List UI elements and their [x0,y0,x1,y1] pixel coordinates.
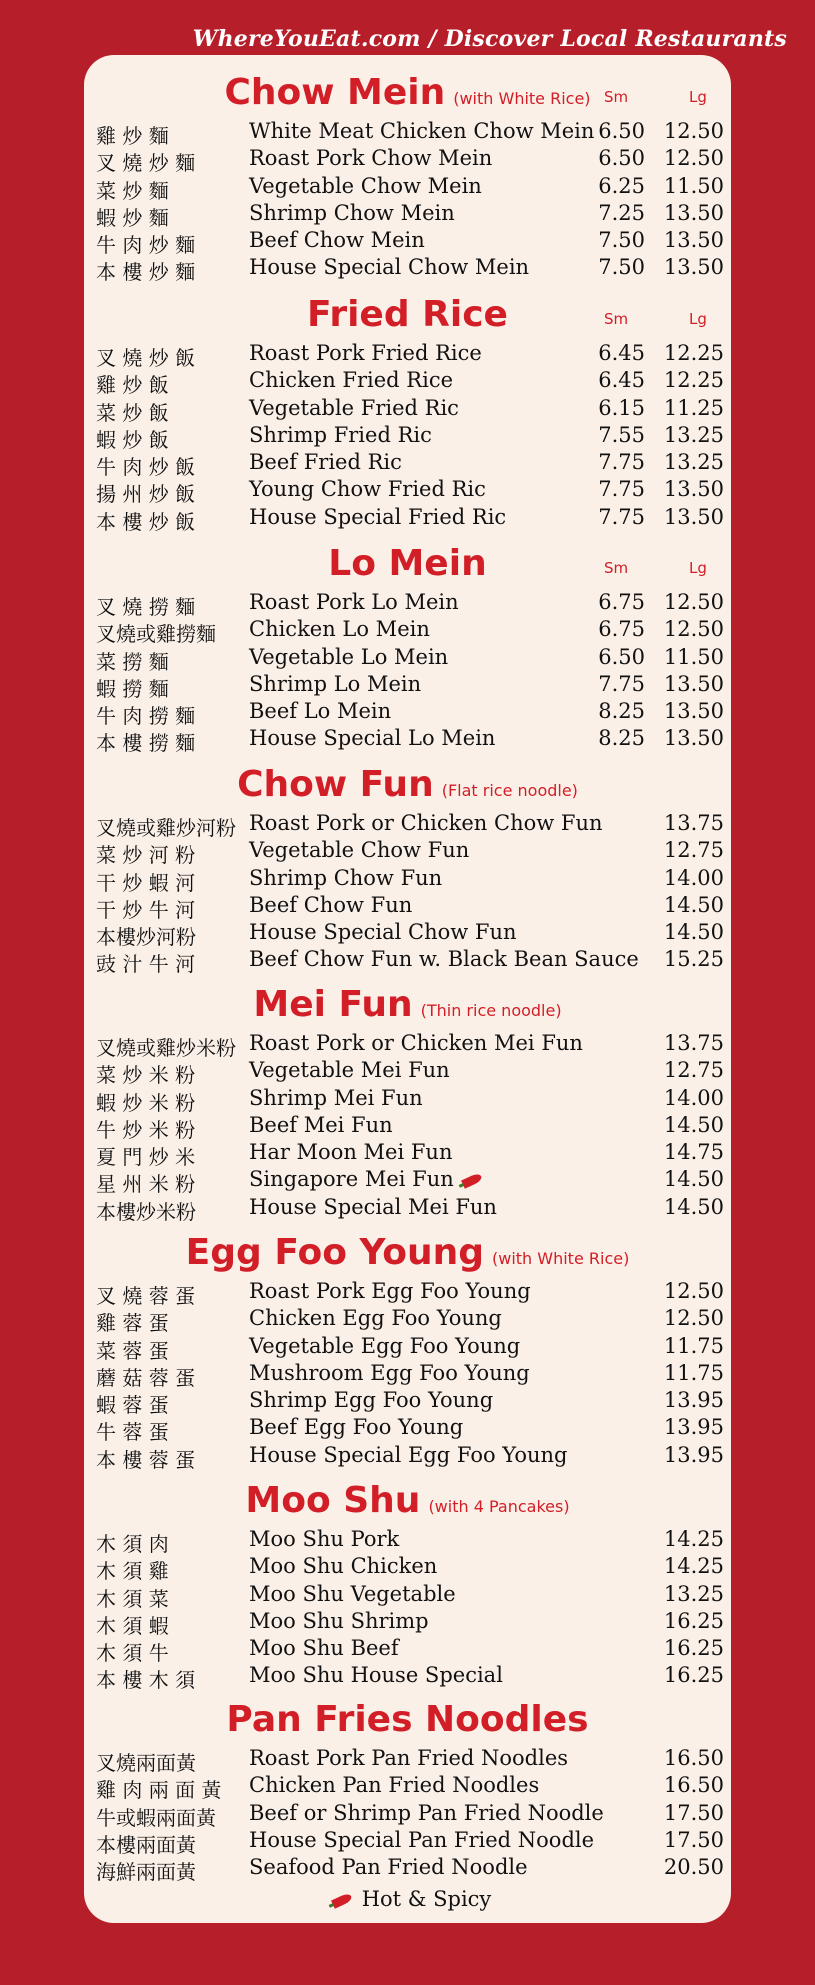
section-header [84,1228,731,1278]
item-chinese-name: 叉 燒 炒 麵 [96,151,196,176]
item-chinese-name: 牛 肉 撈 麵 [96,704,196,729]
item-chinese-name: 叉燒或雞撈麵 [96,622,216,647]
item-chinese-name: 揚 州 炒 飯 [96,482,196,507]
item-name: Shrimp Fried Ric [249,422,432,447]
item-name: Moo Shu House Special [249,1663,503,1688]
item-name: Beef Egg Foo Young [249,1415,464,1440]
menu-panel [84,55,731,1923]
menu-item [84,145,731,176]
site-header [0,0,815,55]
item-name: Chicken Egg Foo Young [249,1306,502,1331]
item-price: 14.00 [663,865,724,890]
item-price-small: 7.75 [598,477,645,502]
item-chinese-name: 蝦 炒 米 粉 [96,1090,196,1115]
item-price: 14.50 [663,892,724,917]
item-name: White Meat Chicken Chow Mein [249,119,595,143]
item-price-small: 6.15 [598,395,645,420]
item-chinese-name: 星 州 米 粉 [96,1172,196,1197]
col-header-large: Lg [689,310,707,328]
menu-item [84,449,731,480]
menu-item [84,1772,731,1803]
menu-item [84,1827,731,1857]
section-note: (Thin rice noodle) [420,1001,562,1020]
item-chinese-name: 木 須 牛 [96,1641,169,1666]
section-chow-fun [84,760,731,977]
item-price: 12.75 [663,1058,724,1083]
item-chinese-name: 蝦 炒 麵 [96,205,169,230]
item-chinese-name: 豉 汁 牛 河 [96,952,196,977]
item-name: Vegetable Chow Mein [249,173,482,198]
item-price-large: 12.25 [663,368,724,393]
menu-item [84,227,731,258]
item-name: Vegetable Egg Foo Young [249,1333,521,1358]
item-chinese-name: 叉燒或雞炒河粉 [96,816,236,840]
item-chinese-name: 牛 肉 炒 麵 [96,233,196,258]
menu-item [84,1166,731,1197]
section-title-text: Moo Shu [245,1480,421,1521]
item-price: 13.75 [663,811,724,835]
item-chinese-name: 菜 炒 河 粉 [96,843,196,868]
item-chinese-name: 木 須 肉 [96,1532,169,1556]
item-chinese-name: 木 須 蝦 [96,1613,169,1638]
section-header [84,68,731,118]
item-price-small: 6.50 [598,644,645,669]
item-name: Shrimp Egg Foo Young [249,1388,494,1413]
item-chinese-name: 菜 炒 米 粉 [96,1063,196,1088]
item-price-small: 6.50 [598,146,645,171]
item-price-small: 7.75 [598,450,645,475]
col-header-small: Sm [604,310,629,328]
item-name: Beef Chow Fun [249,892,413,917]
col-header-large: Lg [689,88,707,106]
item-chinese-name: 菜 炒 麵 [96,178,169,203]
menu-item [84,254,731,285]
item-name [249,1167,482,1191]
section-note: (with White Rice) [492,1249,630,1268]
item-name: Roast Pork Lo Mein [249,590,459,614]
item-price-large: 13.50 [663,477,724,502]
item-price-large: 13.50 [663,228,724,253]
section-title [84,1480,731,1521]
menu-item [84,1608,731,1638]
item-chinese-name: 牛 炒 米 粉 [96,1117,196,1142]
item-chinese-name: 夏 門 炒 米 [96,1145,196,1170]
item-price: 12.50 [663,1279,724,1303]
item-price: 16.50 [663,1773,724,1798]
item-price: 20.50 [663,1855,724,1880]
menu-item [84,616,731,647]
item-price: 14.50 [663,1167,724,1192]
item-name: House Special Chow Mein [249,255,530,280]
item-name: Seafood Pan Fried Noodle [249,1855,528,1880]
item-price: 16.25 [663,1663,724,1688]
item-price-small: 6.75 [598,590,645,614]
col-header-small: Sm [604,559,629,577]
item-name: Roast Pork or Chicken Chow Fun [249,811,603,835]
item-chinese-name: 干 炒 蝦 河 [96,870,196,895]
item-name: Young Chow Fried Ric [249,477,486,502]
item-name: Roast Pork Pan Fried Noodles [249,1746,569,1770]
section-header [84,980,731,1030]
item-price: 13.95 [663,1415,724,1440]
menu-item [84,1057,731,1088]
item-chinese-name: 牛 肉 炒 飯 [96,455,196,480]
item-price-large: 13.25 [663,450,724,475]
item-name: Shrimp Chow Fun [249,865,443,890]
menu-item [84,340,731,370]
menu-item [84,1854,731,1885]
menu-item [84,504,731,534]
menu-item [84,865,731,895]
item-price-small: 6.45 [598,341,645,365]
menu-item [84,1112,731,1142]
item-name: Vegetable Chow Fun [249,838,470,863]
item-chinese-name: 本樓炒米粉 [96,1199,196,1224]
item-price-large: 12.50 [663,590,724,614]
menu-item [84,810,731,840]
item-name: Shrimp Chow Mein [249,200,455,225]
section-header [84,539,731,589]
menu-item [84,395,731,425]
item-price: 17.50 [663,1827,724,1852]
item-name: Moo Shu Shrimp [249,1608,429,1633]
item-price: 16.25 [663,1608,724,1633]
item-price: 13.25 [663,1581,724,1606]
item-chinese-name: 雞 肉 兩 面 黃 [96,1778,222,1803]
section-title-text: Mei Fun [253,984,413,1025]
item-name: Shrimp Lo Mein [249,671,422,696]
item-name: Moo Shu Pork [249,1527,400,1551]
item-price-small: 8.25 [598,726,645,751]
menu-item [84,919,731,950]
item-chinese-name: 雞 炒 麵 [96,124,169,148]
menu-item [84,698,731,729]
section-egg-foo-young [84,1228,731,1472]
site-title[interactable]: WhereYouEat.com / Discover Local Restaurants [192,26,787,52]
item-price-large: 13.50 [663,504,724,529]
item-price-small: 7.75 [598,504,645,529]
item-chinese-name: 牛或蝦兩面黃 [96,1805,216,1830]
item-price: 15.25 [663,947,724,972]
menu-item [84,1085,731,1115]
item-price-large: 11.50 [663,173,724,198]
item-name: Roast Pork or Chicken Mei Fun [249,1031,583,1055]
section-moo-shu [84,1476,731,1693]
section-chow-mein [84,68,731,285]
item-chinese-name: 牛 蓉 蛋 [96,1420,169,1445]
item-price-small: 6.50 [598,119,645,143]
section-fried-rice [84,290,731,534]
item-price-large: 11.25 [663,395,724,420]
menu-item [84,1526,731,1556]
item-name: Beef or Shrimp Pan Fried Noodle [249,1800,604,1825]
menu-item [84,1139,731,1170]
item-price-large: 12.50 [663,146,724,171]
item-name: Chicken Pan Fried Noodles [249,1773,540,1798]
section-header [84,290,731,340]
section-note: (Flat rice noodle) [441,781,578,800]
item-name: Roast Pork Chow Mein [249,146,493,171]
item-price-small: 7.50 [598,255,645,280]
item-price-large: 13.25 [663,422,724,447]
menu-item [84,1635,731,1666]
item-price: 17.50 [663,1800,724,1825]
item-chinese-name: 海鮮兩面黃 [96,1860,196,1885]
item-name: House Special Mei Fun [249,1194,497,1219]
section-title [84,1232,731,1273]
item-name: Chicken Lo Mein [249,617,430,642]
menu-item [84,367,731,398]
item-price-large: 12.50 [663,119,724,143]
item-chinese-name: 叉 燒 撈 麵 [96,595,196,619]
item-name: Moo Shu Beef [249,1636,399,1661]
item-name: Beef Lo Mein [249,699,392,724]
section-title-text: Egg Foo Young [185,1232,484,1273]
item-chinese-name: 蝦 撈 麵 [96,676,169,701]
item-price: 14.50 [663,920,724,945]
item-price-large: 13.50 [663,200,724,225]
item-price-small: 7.55 [598,422,645,447]
section-note: (with White Rice) [453,89,591,108]
menu-item [84,1800,731,1830]
item-price: 14.50 [663,1194,724,1219]
menu-item [84,1194,731,1224]
item-price: 14.75 [663,1140,724,1165]
item-price: 14.25 [663,1554,724,1579]
item-name: Vegetable Mei Fun [249,1058,450,1083]
item-chinese-name: 雞 蓉 蛋 [96,1311,169,1336]
item-name: House Special Chow Fun [249,920,517,945]
item-price-small: 6.45 [598,368,645,393]
menu-item [84,173,731,203]
menu-item [84,1414,731,1445]
item-price: 12.50 [663,1306,724,1331]
item-name: Vegetable Lo Mein [249,644,449,669]
section-title [84,984,731,1025]
item-chinese-name: 本 樓 蓉 蛋 [96,1447,196,1472]
item-price: 16.50 [663,1746,724,1770]
item-chinese-name: 菜 撈 麵 [96,649,169,674]
col-header-small: Sm [604,88,629,106]
item-name: House Special Pan Fried Noodle [249,1827,595,1852]
item-chinese-name: 本 樓 炒 麵 [96,260,196,285]
item-chinese-name: 本樓炒河粉 [96,925,196,950]
item-price-large: 13.50 [663,726,724,751]
item-price: 11.75 [663,1360,724,1385]
item-chinese-name: 叉燒兩面黃 [96,1751,196,1775]
menu-item [84,1387,731,1418]
item-price: 14.50 [663,1112,724,1137]
item-name: House Special Egg Foo Young [249,1442,568,1467]
item-chinese-name: 叉燒或雞炒米粉 [96,1036,236,1060]
item-name: Beef Chow Fun w. Black Bean Sauce [249,947,639,972]
item-price-small: 8.25 [598,699,645,724]
section-title [84,72,731,113]
item-name: Moo Shu Chicken [249,1554,438,1579]
section-title-text: Chow Mein [224,72,446,113]
item-name: Roast Pork Fried Rice [249,341,482,365]
menu-item [84,644,731,674]
item-price: 12.75 [663,838,724,863]
item-chinese-name: 本 樓 撈 麵 [96,731,196,756]
item-name: House Special Lo Mein [249,726,496,751]
section-title [84,764,731,805]
menu-item [84,1333,731,1363]
item-name: Beef Fried Ric [249,450,402,475]
menu-item [84,1662,731,1693]
item-chinese-name: 菜 炒 飯 [96,400,169,425]
item-price-large: 12.25 [663,341,724,365]
item-name: Vegetable Fried Ric [249,395,459,420]
item-price: 13.95 [663,1442,724,1467]
item-name: Har Moon Mei Fun [249,1140,453,1165]
item-price-large: 13.50 [663,255,724,280]
menu-item [84,1030,731,1060]
menu-item [84,837,731,868]
item-chinese-name: 本 樓 木 須 [96,1668,196,1693]
item-name: Mushroom Egg Foo Young [249,1360,530,1385]
section-header [84,1695,731,1745]
item-chinese-name: 木 須 菜 [96,1586,169,1611]
item-price-small: 7.50 [598,228,645,253]
menu-item [84,1553,731,1584]
item-chinese-name: 干 炒 牛 河 [96,897,196,922]
menu-item [84,200,731,230]
item-name: Beef Chow Mein [249,228,425,253]
item-price-small: 7.25 [598,200,645,225]
section-title-text: Chow Fun [237,764,434,805]
menu-item [84,118,731,148]
item-price: 11.75 [663,1333,724,1358]
menu-item [84,476,731,507]
item-price-large: 12.50 [663,617,724,642]
item-price-large: 13.50 [663,671,724,696]
item-chinese-name: 蘑 菇 蓉 蛋 [96,1365,196,1390]
item-chinese-name: 叉 燒 蓉 蛋 [96,1284,196,1308]
menu-item [84,589,731,619]
section-header [84,1476,731,1526]
item-chinese-name: 菜 蓉 蛋 [96,1338,169,1363]
hot-pepper-icon [461,1173,483,1190]
item-chinese-name: 雞 炒 飯 [96,373,169,398]
item-price-large: 11.50 [663,644,724,669]
item-name: Shrimp Mei Fun [249,1085,423,1110]
item-name: Beef Mei Fun [249,1112,393,1137]
col-header-large: Lg [689,559,707,577]
item-name: Roast Pork Egg Foo Young [249,1279,531,1303]
hot-pepper-icon [331,1892,353,1909]
item-price-small: 7.75 [598,671,645,696]
menu-item [84,1305,731,1336]
section-title: Lo Mein [328,543,487,584]
section-header [84,760,731,810]
item-chinese-name: 蝦 炒 飯 [96,427,169,452]
spicy-legend [84,1887,731,1911]
menu-item [84,422,731,452]
item-name: House Special Fried Ric [249,504,507,529]
item-price: 13.95 [663,1388,724,1413]
item-chinese-name: 木 須 雞 [96,1559,169,1584]
item-name: Chicken Fried Rice [249,368,454,393]
menu-item [84,725,731,756]
item-name-text: Singapore Mei Fun [249,1167,454,1192]
item-price-small: 6.25 [598,173,645,198]
section-note: (with 4 Pancakes) [428,1497,570,1516]
item-chinese-name: 蝦 蓉 蛋 [96,1393,169,1418]
item-price-large: 13.50 [663,699,724,724]
item-price: 14.00 [663,1085,724,1110]
section-mei-fun [84,980,731,1224]
section-lo-mein [84,539,731,756]
menu-item [84,892,731,922]
menu-item [84,1581,731,1611]
section-pan-fries-noodles [84,1695,731,1885]
menu-item [84,1360,731,1390]
menu-item [84,1745,731,1775]
menu-item [84,671,731,701]
item-chinese-name: 叉 燒 炒 飯 [96,346,196,370]
section-title: Pan Fries Noodles [226,1699,589,1740]
item-price: 14.25 [663,1527,724,1551]
menu-item [84,1278,731,1308]
item-chinese-name: 本樓兩面黃 [96,1832,196,1857]
menu-item [84,946,731,977]
item-chinese-name: 本 樓 炒 飯 [96,509,196,534]
item-price-small: 6.75 [598,617,645,642]
item-price: 16.25 [663,1636,724,1661]
menu-item [84,1442,731,1472]
item-name: Moo Shu Vegetable [249,1581,456,1606]
legend-label: Hot & Spicy [361,1887,492,1911]
item-price: 13.75 [663,1031,724,1055]
section-title: Fried Rice [307,294,508,335]
